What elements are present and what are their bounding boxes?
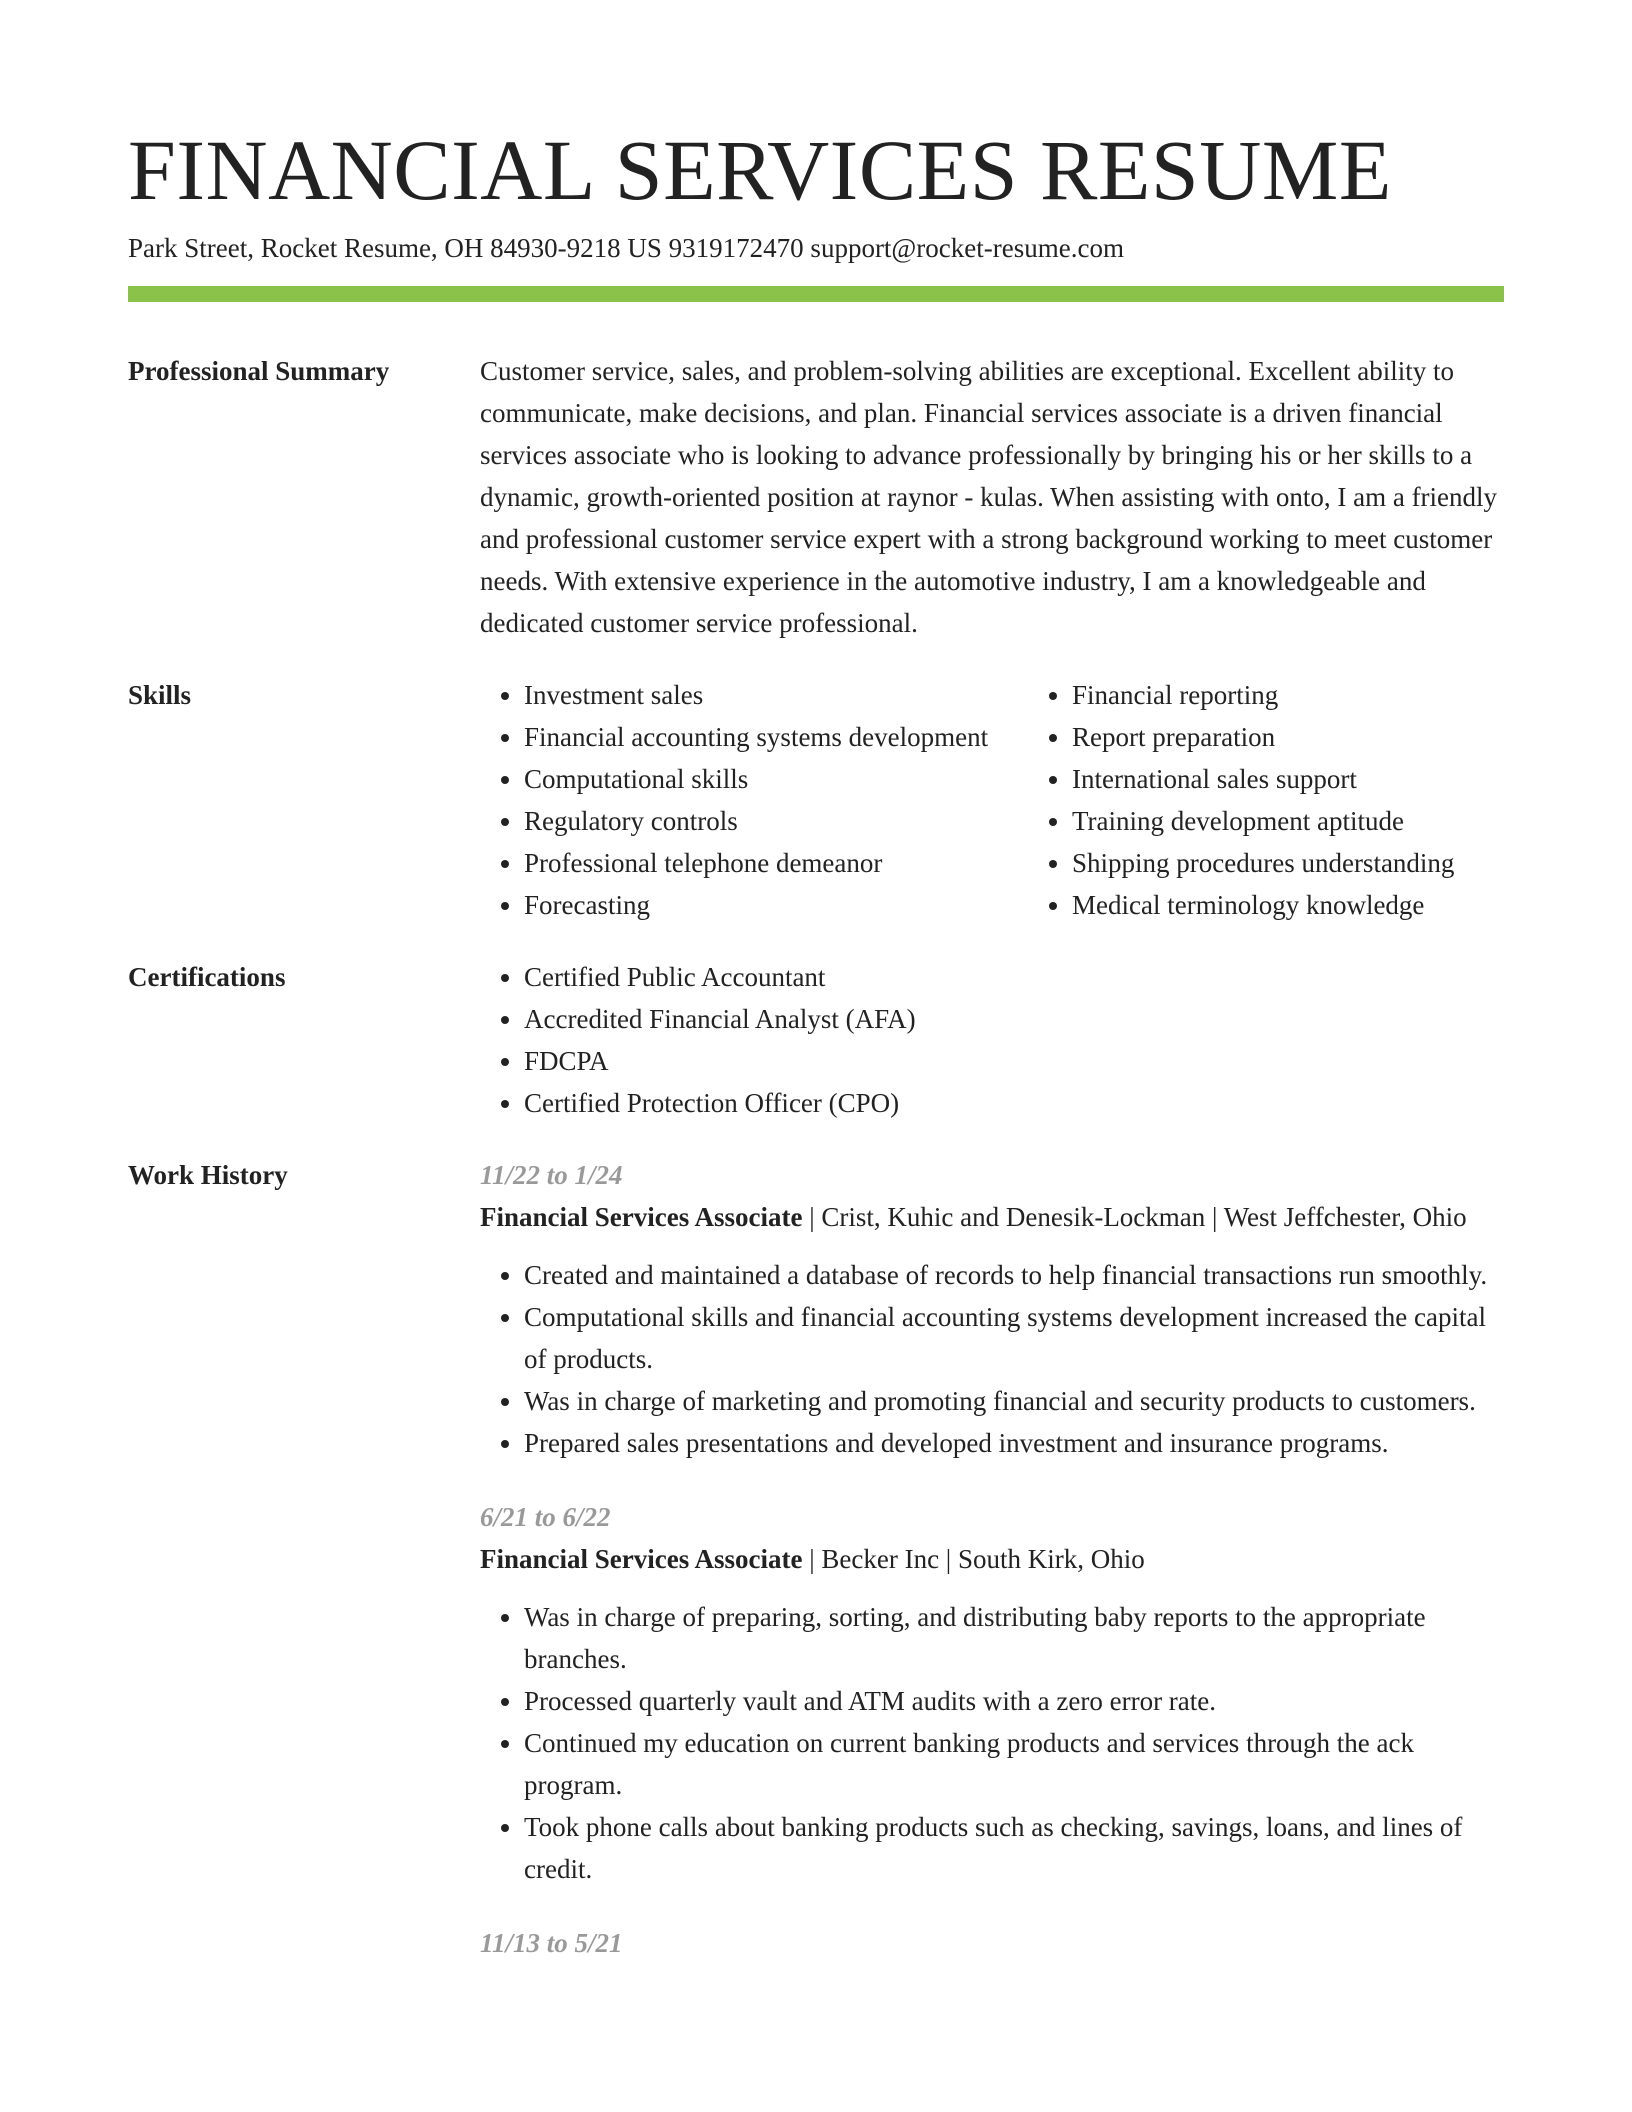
job-heading <box>480 1196 1504 1238</box>
skill-item: • Forecasting <box>524 884 1028 926</box>
section-label-summary: Professional Summary <box>128 356 390 386</box>
job-entry <box>480 1154 1504 1464</box>
job-heading <box>480 1538 1504 1580</box>
job-entry <box>480 1922 1504 1964</box>
work-history-section <box>128 1154 1504 1996</box>
contact-line: Park Street, Rocket Resume, OH 84930-9218 US 9319172470 support@rocket-resume.com <box>128 233 1124 263</box>
section-label-certifications: Certifications <box>128 962 286 992</box>
job-employer-location: | Becker Inc | South Kirk, Ohio <box>802 1544 1145 1574</box>
job-title: Financial Services Associate <box>480 1544 803 1574</box>
section-label-skills: Skills <box>128 680 192 710</box>
skill-item: • Regulatory controls <box>524 800 1028 842</box>
certification-item: • Certified Public Accountant <box>524 956 1504 998</box>
job-employer-location: | Crist, Kuhic and Denesik-Lockman | West Jeffchester, Ohio <box>802 1202 1467 1232</box>
certifications-section <box>128 956 1504 1124</box>
skill-item: • Financial accounting systems development <box>524 716 1028 758</box>
certification-item: • Accredited Financial Analyst (AFA) <box>524 998 1504 1040</box>
skill-item: • Training development aptitude <box>1072 800 1504 842</box>
skills-list-right <box>1028 674 1504 926</box>
certification-item: • FDCPA <box>524 1040 1504 1082</box>
certifications-list <box>480 956 1504 1124</box>
skills-section <box>128 674 1504 926</box>
skill-item: • Investment sales <box>524 674 1028 716</box>
summary-section <box>128 350 1504 644</box>
skill-item: • Medical terminology knowledge <box>1072 884 1504 926</box>
skills-list-left <box>480 674 1028 926</box>
job-bullet: • Prepared sales presentations and developed investment and insurance programs. <box>524 1422 1504 1464</box>
certification-item: • Certified Protection Officer (CPO) <box>524 1082 1504 1124</box>
summary-text: Customer service, sales, and problem-solving abilities are exceptional. Excellent ability to communicate, make decisions, and plan. Financial services associate is a driven financial services associate who is looking to advance professionally by bringing his or her skills to a dynamic, growth-oriented position at raynor - kulas. When assisting with onto, I am a friendly and professional customer service expert with a strong background working to meet customer needs. With extensive experience in the automotive industry, I am a knowledgeable and dedicated customer service professional. <box>480 356 1498 638</box>
job-dates: 11/13 to 5/21 <box>480 1928 623 1958</box>
skill-item: • Financial reporting <box>1072 674 1504 716</box>
job-dates: 11/22 to 1/24 <box>480 1160 623 1190</box>
job-bullet: • Was in charge of preparing, sorting, and distributing baby reports to the appropriate branches. <box>524 1596 1504 1680</box>
skill-item: • International sales support <box>1072 758 1504 800</box>
resume-header <box>128 118 1504 302</box>
job-bullet: • Was in charge of marketing and promoting financial and security products to customers. <box>524 1380 1504 1422</box>
job-title: Financial Services Associate <box>480 1202 803 1232</box>
resume-sections <box>128 350 1504 2026</box>
skill-item: • Shipping procedures understanding <box>1072 842 1504 884</box>
job-bullet: • Continued my education on current banking products and services through the ack program. <box>524 1722 1504 1806</box>
skill-item: • Computational skills <box>524 758 1028 800</box>
job-bullet: • Processed quarterly vault and ATM audits with a zero error rate. <box>524 1680 1504 1722</box>
accent-divider <box>128 286 1504 302</box>
job-bullets <box>480 1254 1504 1464</box>
job-bullet: • Took phone calls about banking products such as checking, savings, loans, and lines of credit. <box>524 1806 1504 1890</box>
skill-item: • Professional telephone demeanor <box>524 842 1028 884</box>
skill-item: • Report preparation <box>1072 716 1504 758</box>
job-bullet: • Created and maintained a database of records to help financial transactions run smoothly. <box>524 1254 1504 1296</box>
job-entry <box>480 1496 1504 1890</box>
job-dates: 6/21 to 6/22 <box>480 1502 611 1532</box>
section-label-work-history: Work History <box>128 1160 288 1190</box>
job-bullet: • Computational skills and financial accounting systems development increased the capital of products. <box>524 1296 1504 1380</box>
resume-title: FINANCIAL SERVICES RESUME <box>128 122 1392 218</box>
job-bullets <box>480 1596 1504 1890</box>
